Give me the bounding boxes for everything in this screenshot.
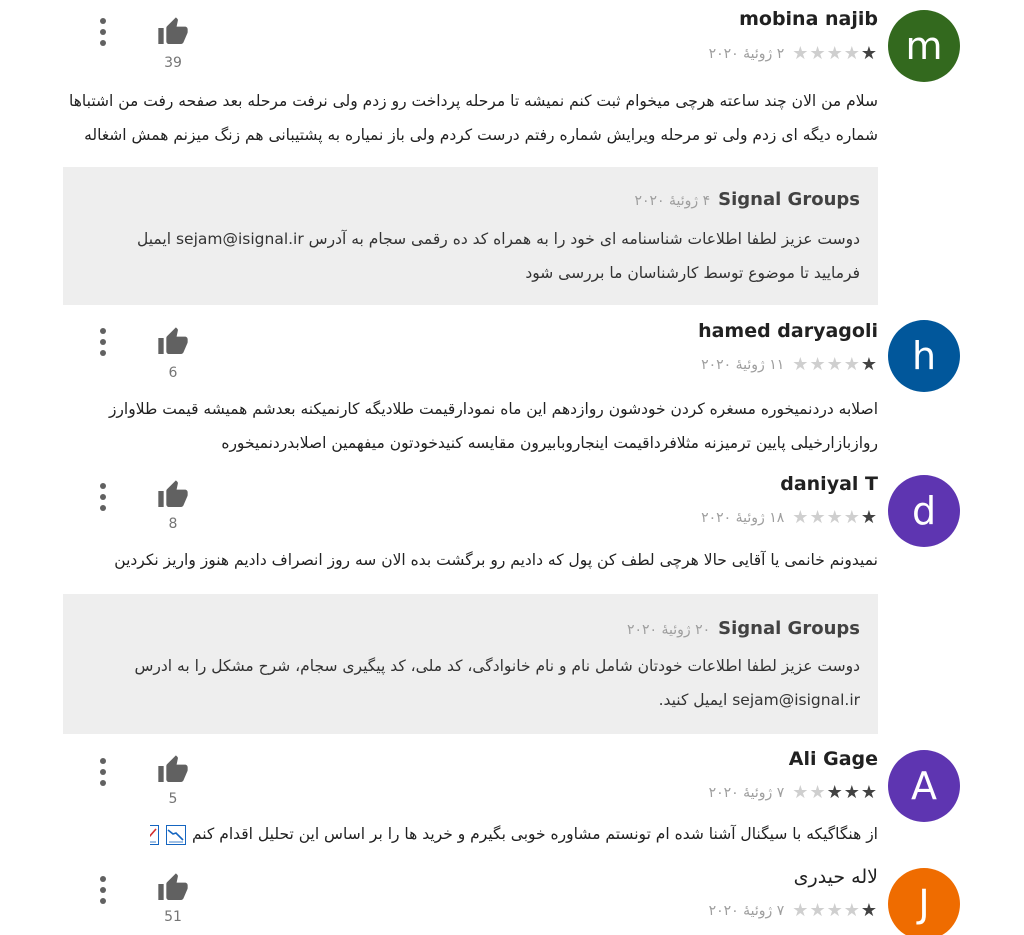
reviewer-name: hamed daryagoli [698,320,878,342]
thumbs-up-icon[interactable] [156,754,190,786]
star-icon: ★ [809,43,827,64]
thumbs-up-icon[interactable] [156,16,190,48]
reply-text [81,222,860,290]
rating-row [709,44,878,64]
reply-text-line: دوست عزیز لطفا اطلاعات شناسنامه ای خود را به همراه کد ده رقمی سجام به آدرس sejam@isignal.ir ایمیل [137,230,860,248]
reply-header [627,618,860,639]
reply-header [634,189,860,210]
reviewer-name: mobina najib [739,8,878,30]
review-text [62,84,878,152]
star-icon: ★ [792,782,810,803]
kebab-menu-icon[interactable] [93,876,113,904]
star-icon: ★ [860,900,878,921]
avatar: J [888,868,960,935]
reply-text-line: sejam@isignal.ir ایمیل کنید. [658,691,860,709]
star-rating [792,902,878,920]
reviewer-name: لاله حیدری [793,866,878,888]
star-icon: ★ [826,900,844,921]
chart-increasing-emoji [150,825,159,845]
developer-name: Signal Groups [718,189,860,210]
star-rating [792,45,878,63]
avatar: m [888,10,960,82]
review-text-line: شماره دیگه ای زدم ولی تو مرحله ویرایش شماره رفتم درست کردم ولی باز نمیاره به پشتیبانی هم زنگ میزنم همش اشغاله [84,126,878,144]
developer-name: Signal Groups [718,618,860,639]
star-icon: ★ [792,900,810,921]
star-rating [792,784,878,802]
star-icon: ★ [843,782,861,803]
kebab-menu-icon[interactable] [93,18,113,46]
star-rating [792,509,878,527]
review-text [62,392,878,460]
reply-date: ۴ ژوئیهٔ ۲۰۲۰ [634,193,711,209]
reviewer-name: daniyal T [780,473,878,495]
reply-text [81,649,860,717]
review-date: ۲ ژوئیهٔ ۲۰۲۰ [708,46,785,62]
reply-text-line: فرمایید تا موضوع توسط کارشناسان ما بررسی شود [525,264,860,282]
star-icon: ★ [809,354,827,375]
review-text-line: از هنگاگیکه با سیگنال آشنا شده ام تونستم مشاوره خوبی بگیرم و خرید ها را بر اساس این تحلیل اقدام کنم [191,825,878,843]
reviewer-name: Ali Gage [788,748,878,770]
rating-row [701,355,878,375]
rating-row [709,783,878,803]
helpful-count: 51 [164,909,182,925]
star-icon: ★ [826,782,844,803]
reply-text-line: دوست عزیز لطفا اطلاعات خودتان شامل نام و نام خانوادگی، کد ملی، کد پیگیری سجام، شرح مشکل را به ادرس [134,657,860,675]
review-text [62,543,878,577]
star-icon: ★ [860,354,878,375]
star-icon: ★ [792,354,810,375]
review-text-line: اصلابه دردنمیخوره مسغره کردن خودشون روازدهم این ماه نمودارقیمت طلادیگه کارنمیکنه بعدشم همیشه قیمت طلاوارز [108,400,878,418]
kebab-menu-icon[interactable] [93,483,113,511]
star-icon: ★ [843,354,861,375]
star-icon: ★ [826,43,844,64]
helpful-count: 5 [168,791,178,807]
rating-row [701,508,878,528]
avatar: d [888,475,960,547]
star-icon: ★ [843,900,861,921]
star-icon: ★ [809,900,827,921]
review-text-line: سلام من الان چند ساعته هرچی میخوام ثبت کنم نمیشه تا مرحله پرداخت رو زدم ولی نرفت مرحله بعد صفحه رفت من اشتباها [69,92,878,110]
kebab-menu-icon[interactable] [93,328,113,356]
developer-reply [63,167,878,305]
developer-reply [63,594,878,734]
star-icon: ★ [860,782,878,803]
kebab-menu-icon[interactable] [93,758,113,786]
thumbs-up-icon[interactable] [156,479,190,511]
star-icon: ★ [809,507,827,528]
star-rating [792,356,878,374]
helpful-count: 6 [168,365,178,381]
star-icon: ★ [809,782,827,803]
rating-row [709,901,878,921]
reply-date: ۲۰ ژوئیهٔ ۲۰۲۰ [626,622,711,638]
helpful-count: 8 [168,516,178,532]
star-icon: ★ [792,43,810,64]
star-icon: ★ [860,507,878,528]
star-icon: ★ [826,354,844,375]
review-text-line: نمیدونم خانمی یا آقایی حالا هرچی لطف کن پول که دادیم رو برگشت بده الان سه روز انصراف دادیم هنوز واریز نکردین [114,551,878,569]
thumbs-up-icon[interactable] [156,872,190,904]
star-icon: ★ [826,507,844,528]
thumbs-up-icon[interactable] [156,326,190,358]
avatar: h [888,320,960,392]
review-text [150,817,878,851]
review-date: ۷ ژوئیهٔ ۲۰۲۰ [708,903,785,919]
avatar: A [888,750,960,822]
helpful-count: 39 [164,55,182,71]
chart-decreasing-emoji [166,825,186,845]
star-icon: ★ [843,43,861,64]
review-text-line: روازبازارخیلی پایین ترمیزنه مثلافرداقیمت اینجاروبابیرون مقایسه کنیدخودتون میفهمین اصلابدردنمیخوره [221,434,878,452]
review-date: ۷ ژوئیهٔ ۲۰۲۰ [708,785,785,801]
review-date: ۱۸ ژوئیهٔ ۲۰۲۰ [701,510,785,526]
star-icon: ★ [860,43,878,64]
star-icon: ★ [843,507,861,528]
review-date: ۱۱ ژوئیهٔ ۲۰۲۰ [701,357,785,373]
star-icon: ★ [792,507,810,528]
